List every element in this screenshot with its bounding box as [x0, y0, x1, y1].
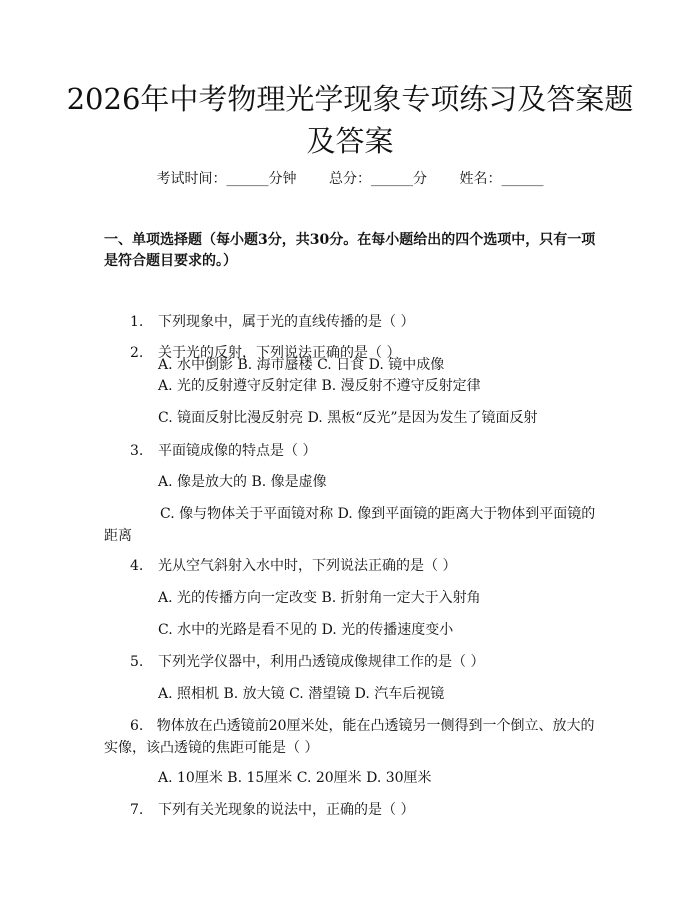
- question-7: [130, 800, 600, 820]
- question-number: 7.: [130, 802, 144, 818]
- question-5: [130, 652, 600, 672]
- question-6-options: A. 10厘米 B. 15厘米 C. 20厘米 D. 30厘米: [158, 770, 432, 786]
- question-text: 关于光的反射，下列说法正确的是（ ）: [158, 345, 401, 361]
- question-4-options-a: A. 光的传播方向一定改变 B. 折射角一定大于入射角: [158, 590, 481, 606]
- total-score-field: 总分：______分: [329, 171, 427, 187]
- question-1-options: A. 水中倒影 B. 海市蜃楼 C. 日食 D. 镜中成像: [158, 357, 445, 373]
- question-number: 2.: [130, 345, 144, 361]
- question-3: [130, 441, 600, 461]
- question-number: 6.: [130, 718, 144, 734]
- question-text: 光从空气斜射入水中时，下列说法正确的是（ ）: [158, 558, 457, 574]
- question-2-options-b: C. 镜面反射比漫反射亮 D. 黑板“反光”是因为发生了镜面反射: [158, 410, 538, 426]
- section-heading: 一、单项选择题（每小题3分，共30分。在每小题给出的四个选项中，只有一项是符合题目要求的。）: [104, 232, 596, 269]
- question-number: 4.: [130, 558, 144, 574]
- question-number: 1.: [130, 314, 144, 330]
- question-2: [130, 343, 600, 363]
- question-5-options: A. 照相机 B. 放大镜 C. 潜望镜 D. 汽车后视镜: [158, 686, 445, 702]
- question-text: 下列有关光现象的说法中，正确的是（ ）: [158, 802, 415, 818]
- question-4: [130, 556, 600, 576]
- exam-time-field: 考试时间：______分钟: [156, 171, 297, 187]
- question-1: [130, 312, 600, 332]
- question-6: [104, 715, 600, 759]
- question-number: 5.: [130, 654, 144, 670]
- document-title: 2026年中考物理光学现象专项练习及答案题及答案: [66, 82, 634, 158]
- question-text: 下列现象中，属于光的直线传播的是（ ）: [158, 314, 415, 330]
- question-4-options-b: C. 水中的光路是看不见的 D. 光的传播速度变小: [158, 622, 454, 638]
- name-field: 姓名：______: [459, 171, 544, 187]
- question-text: 下列光学仪器中，利用凸透镜成像规律工作的是（ ）: [158, 654, 485, 670]
- exam-meta: [0, 168, 700, 188]
- question-3-options-a: A. 像是放大的 B. 像是虚像: [158, 474, 327, 490]
- question-text: 平面镜成像的特点是（ ）: [158, 443, 317, 459]
- question-3-options-b: C. 像与物体关于平面镜对称 D. 像到平面镜的距离大于物体到平面镜的距离: [104, 506, 596, 544]
- question-text: 物体放在凸透镜前20厘米处，能在凸透镜另一侧得到一个倒立、放大的实像，该凸透镜的焦距可能是（ ）: [104, 718, 595, 756]
- question-2-options-a: A. 光的反射遵守反射定律 B. 漫反射不遵守反射定律: [158, 378, 481, 394]
- question-number: 3.: [130, 443, 144, 459]
